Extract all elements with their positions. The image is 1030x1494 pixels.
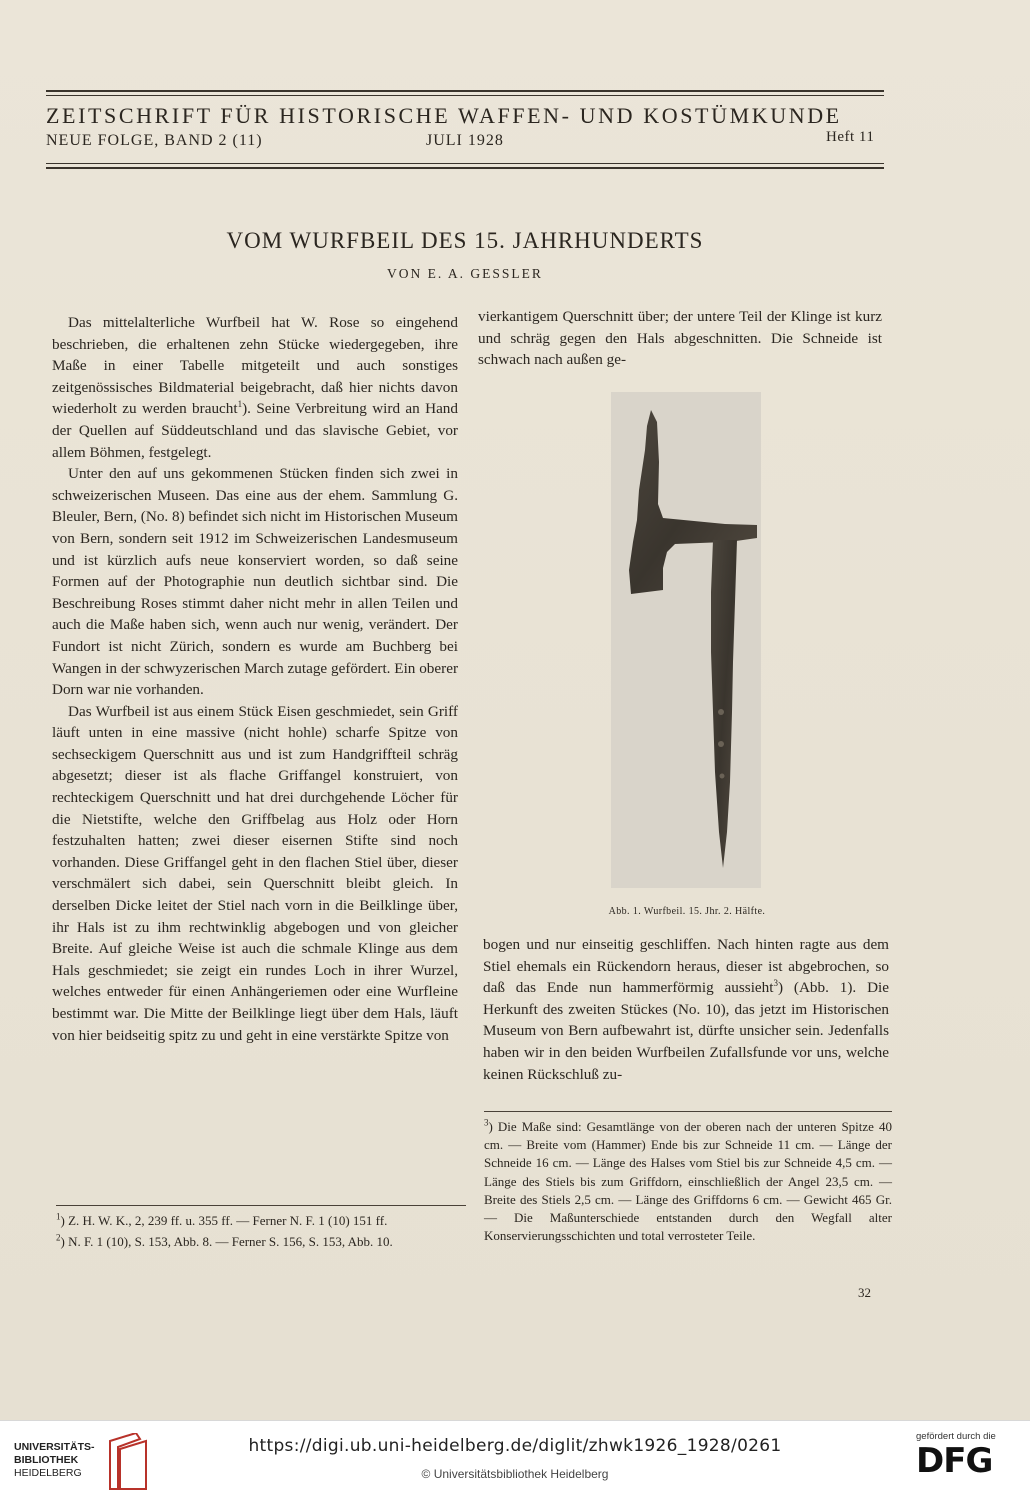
article-author: VON E. A. GESSLER <box>387 266 543 281</box>
paragraph-right-bottom: bogen und nur einseitig geschliffen. Nach hinten ragte aus dem Stiel ehemals ein Rückendorn heraus, dieser ist abgebrochen, so daß das Ende nun hammerförmig aussieht$^3$) (Abb. 1). Die Herkunft des zweiten Stückes (No. 10), das jetzt im Historischen Museum von Bern aufbewahrt ist, dürfte unsicher sein. Jedenfalls haben wir in den beiden Wurfbeilen Zufallsfunde vor uns, welche keinen Rückschluß zu- <box>483 936 890 1083</box>
throwing-axe-illustration <box>611 392 761 888</box>
rivet-hole-1 <box>718 709 724 715</box>
library-name-line1: UNIVERSITÄTS- <box>14 1441 95 1453</box>
paragraph-1: Das mittelalterliche Wurfbeil hat W. Rose so eingehend beschrieben, die erhaltenen zehn Stücke wiedergegeben, ihre Maße in einer Tabelle mitgeteilt und auch sonstiges zeitgenössisches Bildmaterial beigebracht, daß hier nichts davon wiederholt zu werden braucht$^1$). Seine Verbreitung wird an Hand der Quellen auf Süddeutschland und das slavische Gebiet, vor allem Böhmen, festgelegt. <box>52 314 458 461</box>
footnotes-right <box>484 1118 892 1245</box>
series-volume: NEUE FOLGE, BAND 2 (11) <box>46 132 263 149</box>
footnote-2: $^2$) N. F. 1 (10), S. 153, Abb. 8. — Ferner S. 156, S. 153, Abb. 10. <box>56 1232 393 1249</box>
library-name-line2: BIBLIOTHEK <box>14 1454 79 1466</box>
paragraph-3: Das Wurfbeil ist aus einem Stück Eisen geschmiedet, sein Griff läuft unten in eine massive (nicht hohle) scharfe Spitze von sechseckigem Querschnitt aus und ist zum Handgriffteil schräg abgesetzt; dieser ist als flache Griffangel konstruiert, von rechteckigem Querschnitt und hat drei durchgehende Löcher für die Nietstifte, welche den Griffbelag aus Holz oder Horn festzuhalten hatten; zwei dieser eisernen Stifte sind noch vorhanden. Diese Griffangel geht in den flachen Stiel über, dieser verschmälert sich dabei, sein Querschnitt bleibt gleich. In derselben Dicke leitet der Stiel nach vorn in die Beilklinge über, ihr Hals ist zu ihm rechtwinklig abgebogen und von gleicher Breite. Auf gleiche Weise ist auch die schmale Klinge aus dem Hals geschmiedet; sie zeigt ein rundes Loch in ihrer Wurzel, welches entweder für einen Anhängeriemen oder eine Wurfleine bestimmt war. Die Mitte der Beilklinge liegt über dem Hals, läuft von hier beidseitig spitz zu und geht in eine verstärkte Spitze von <box>52 702 458 1044</box>
footnote-rule-right <box>484 1111 892 1112</box>
header-rule-bottom <box>46 167 884 169</box>
journal-title: ZEITSCHRIFT FÜR HISTORISCHE WAFFEN- UND KOSTÜMKUNDE <box>46 103 842 128</box>
right-column-bottom <box>483 934 889 1085</box>
funding-note: gefördert durch die <box>916 1431 996 1442</box>
figure-axe-photo <box>611 392 761 888</box>
footnote-ref-3[interactable]: 3 <box>773 978 778 989</box>
issue-number: Heft 11 <box>826 129 875 145</box>
rivet-hole-2 <box>718 741 724 747</box>
library-name-line3: HEIDELBERG <box>14 1467 82 1479</box>
rivet-hole-3 <box>720 774 725 779</box>
permalink-url[interactable]: https://digi.ub.uni-heidelberg.de/diglit/zhwk1926_1928/0261 <box>248 1436 782 1456</box>
article-title: VOM WURFBEIL DES 15. JAHRHUNDERTS <box>226 228 704 253</box>
issue-date: JULI 1928 <box>426 132 504 149</box>
header-rule-bottom-thin <box>46 163 884 164</box>
copyright-notice: © Universitätsbibliothek Heidelberg <box>421 1467 609 1481</box>
footnote-3: $^3$) Die Maße sind: Gesamtlänge von der oberen nach der unteren Spitze 40 cm. — Breite vom (Hammer) Ende bis zur Schneide 11 cm. — Länge der Schneide 16 cm. — Länge des Halses vom Stiel bis zur Schneide 4,5 cm. — Länge des Stiels bis zum Griffdorn, einschließlich der Angel 23,5 cm. — Breite des Stiels 2,5 cm. — Länge des Griffdorns 6 cm. — Gewicht 465 Gr. — Die Maßunterschiede entstanden durch den Wegfall alter Konservierungsschichten und total verrosteter Teile. <box>484 1117 892 1244</box>
page-number: 32 <box>858 1285 871 1300</box>
viewer-footer <box>0 1420 1030 1494</box>
axe-handle <box>711 540 737 868</box>
dfg-logo: DFG <box>916 1441 993 1481</box>
axe-blade <box>629 410 757 594</box>
left-column <box>52 312 458 1046</box>
paragraph-2: Unter den auf uns gekommenen Stücken finden sich zwei in schweizerischen Museen. Das eine aus der ehem. Sammlung G. Bleuler, Bern, (No. 8) befindet sich nicht im Historischen Museum von Bern, sondern seit 1912 im Schweizerischen Landesmuseum und ist kürzlich aufs neue konserviert worden, so daß seine Formen auf der Photographie nun deutlich sichtbar sind. Die Beschreibung Roses stimmt daher nicht mehr in allen Teilen und auch die Maße haben sich, wenn auch nur wenig, verändert. Der Fundort ist nicht Zürich, sondern es wurde am Buchberg bei Wangen in der schwyzerischen March zutage gefördert. Ein oberer Dorn war nie vorhanden. <box>52 465 458 699</box>
header-rule-top <box>46 90 884 92</box>
funder-block[interactable] <box>916 1431 1016 1480</box>
footnotes-left <box>56 1211 466 1253</box>
paragraph-right-top: vierkantigem Querschnitt über; der untere Teil der Klinge ist kurz und schräg gegen den Hals abgeschnitten. Die Schneide ist schwach nach außen ge- <box>478 308 882 369</box>
footnote-ref-1[interactable]: 1 <box>237 399 243 410</box>
figure-caption: Abb. 1. Wurfbeil. 15. Jhr. 2. Hälfte. <box>608 906 766 917</box>
footnote-rule-left <box>56 1205 466 1206</box>
footnote-1: $^1$) Z. H. W. K., 2, 239 ff. u. 355 ff. — Ferner N. F. 1 (10) 151 ff. <box>56 1211 388 1228</box>
right-column-top <box>478 306 882 371</box>
header-rule-top-thin <box>46 95 884 96</box>
